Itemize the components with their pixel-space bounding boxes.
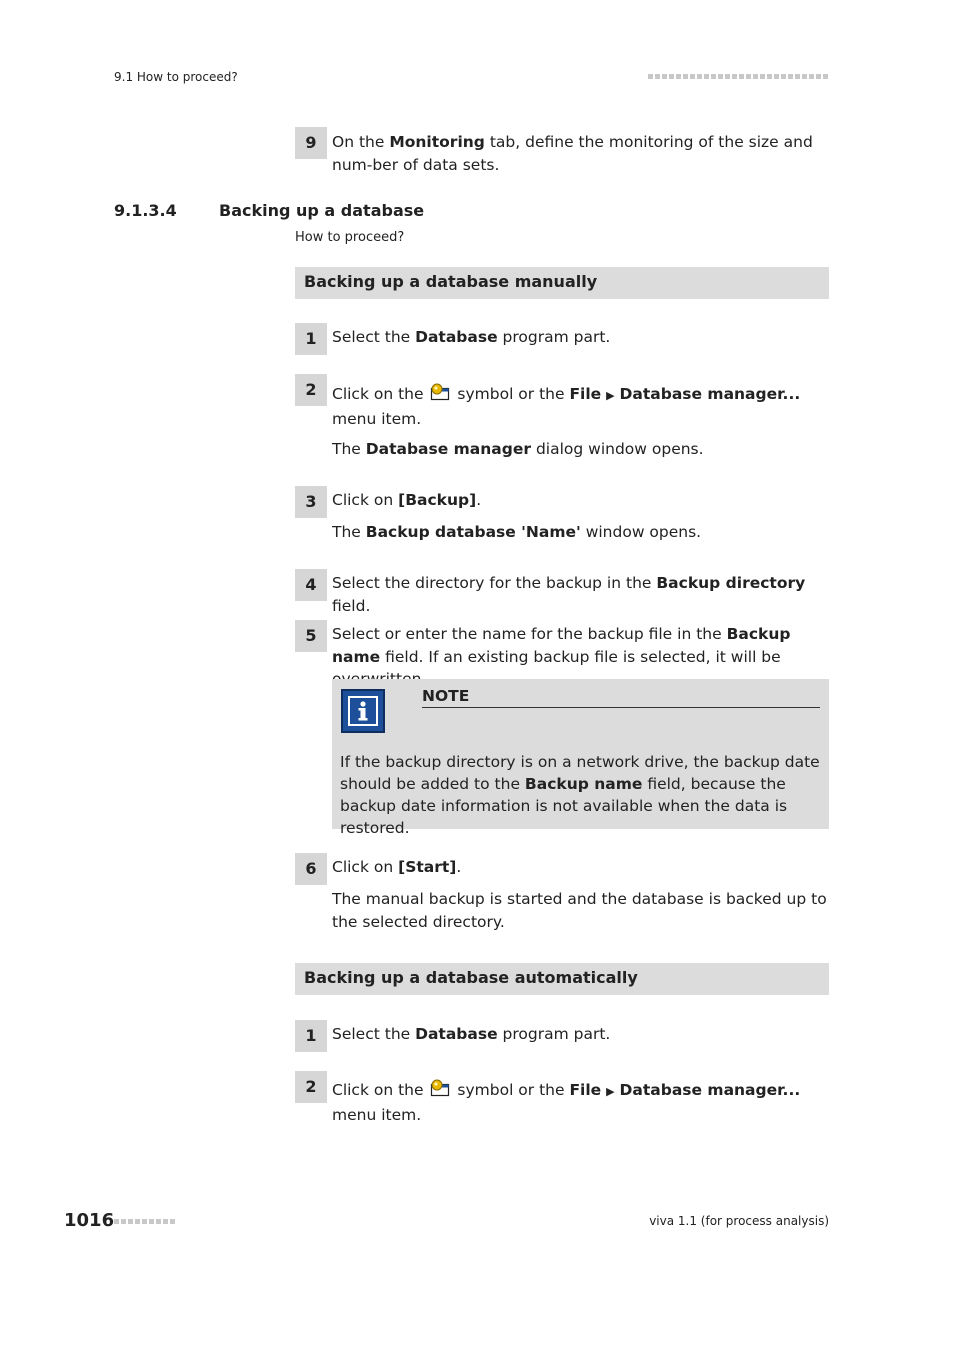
dot [163,1219,168,1224]
dot [760,74,765,79]
section-subtitle: How to proceed? [295,230,405,245]
dot [718,74,723,79]
dot [683,74,688,79]
header-dots [648,74,828,79]
step-number: 9 [295,127,327,159]
dot [753,74,758,79]
dot [795,74,800,79]
dot [816,74,821,79]
dot [170,1219,175,1224]
step-result: The manual backup is started and the database is backed up to the selected directory. [332,890,827,931]
step-text: On the Monitoring tab, define the monitoring of the size and num-ber of data sets. [332,133,813,174]
step-text: Click on [Start]. [332,858,462,876]
step-number: 3 [295,486,327,518]
step-number: 6 [295,853,327,885]
running-header: 9.1 How to proceed? [114,70,238,84]
database-manager-icon [430,1079,450,1097]
dot [774,74,779,79]
section-heading: 9.1.3.4 Backing up a database [114,201,425,220]
dot [788,74,793,79]
dot [662,74,667,79]
dot [809,74,814,79]
step-result: The Backup database 'Name' window opens. [332,523,702,541]
info-icon [341,689,385,733]
dot [121,1219,126,1224]
dot [725,74,730,79]
dot [690,74,695,79]
dot [149,1219,154,1224]
step-text: Click on [Backup]. [332,491,482,509]
dot [746,74,751,79]
step-number: 2 [295,374,327,406]
footer-dots [114,1219,175,1224]
step-result: The Database manager dialog window opens. [332,440,704,458]
dot [704,74,709,79]
dot [135,1219,140,1224]
dot [781,74,786,79]
step-text: Select the Database program part. [332,328,611,346]
note-box [332,679,829,837]
step-text: Click on the symbol or the File ▶ Database manager... menu item. [332,1081,801,1124]
step-number: 4 [295,569,327,601]
dot [128,1219,133,1224]
step-text: Select the Database program part. [332,1025,611,1043]
step-text: Click on the symbol or the File ▶ Database manager... menu item. [332,385,801,428]
database-manager-icon [430,383,450,401]
dot [802,74,807,79]
dot [114,1219,119,1224]
note-text: If the backup directory is on a network drive, the backup date should be added to the Backup name field, because the backup date information is not available when the data is restored. [340,753,820,837]
dot [711,74,716,79]
step-number: 1 [295,323,327,355]
dot [655,74,660,79]
subsection-bar-manual: Backing up a database manually [295,267,829,299]
step-number: 5 [295,620,327,652]
dot [739,74,744,79]
dot [676,74,681,79]
step-text: Select or enter the name for the backup file in the Backup name field. If an existing backup file is selected, it will be [332,625,791,666]
page-number: 1016 [64,1210,115,1231]
dot [156,1219,161,1224]
dot [823,74,828,79]
note-title: NOTE [422,687,820,708]
step-number: 1 [295,1020,327,1052]
dot [669,74,674,79]
dot [648,74,653,79]
dot [697,74,702,79]
product-name: viva 1.1 (for process analysis) [649,1214,829,1228]
dot [142,1219,147,1224]
step-number: 2 [295,1071,327,1103]
dot [732,74,737,79]
subsection-bar-automatic: Backing up a database automatically [295,963,829,995]
step-text: Select the directory for the backup in the Backup directory field. [332,574,806,615]
dot [767,74,772,79]
